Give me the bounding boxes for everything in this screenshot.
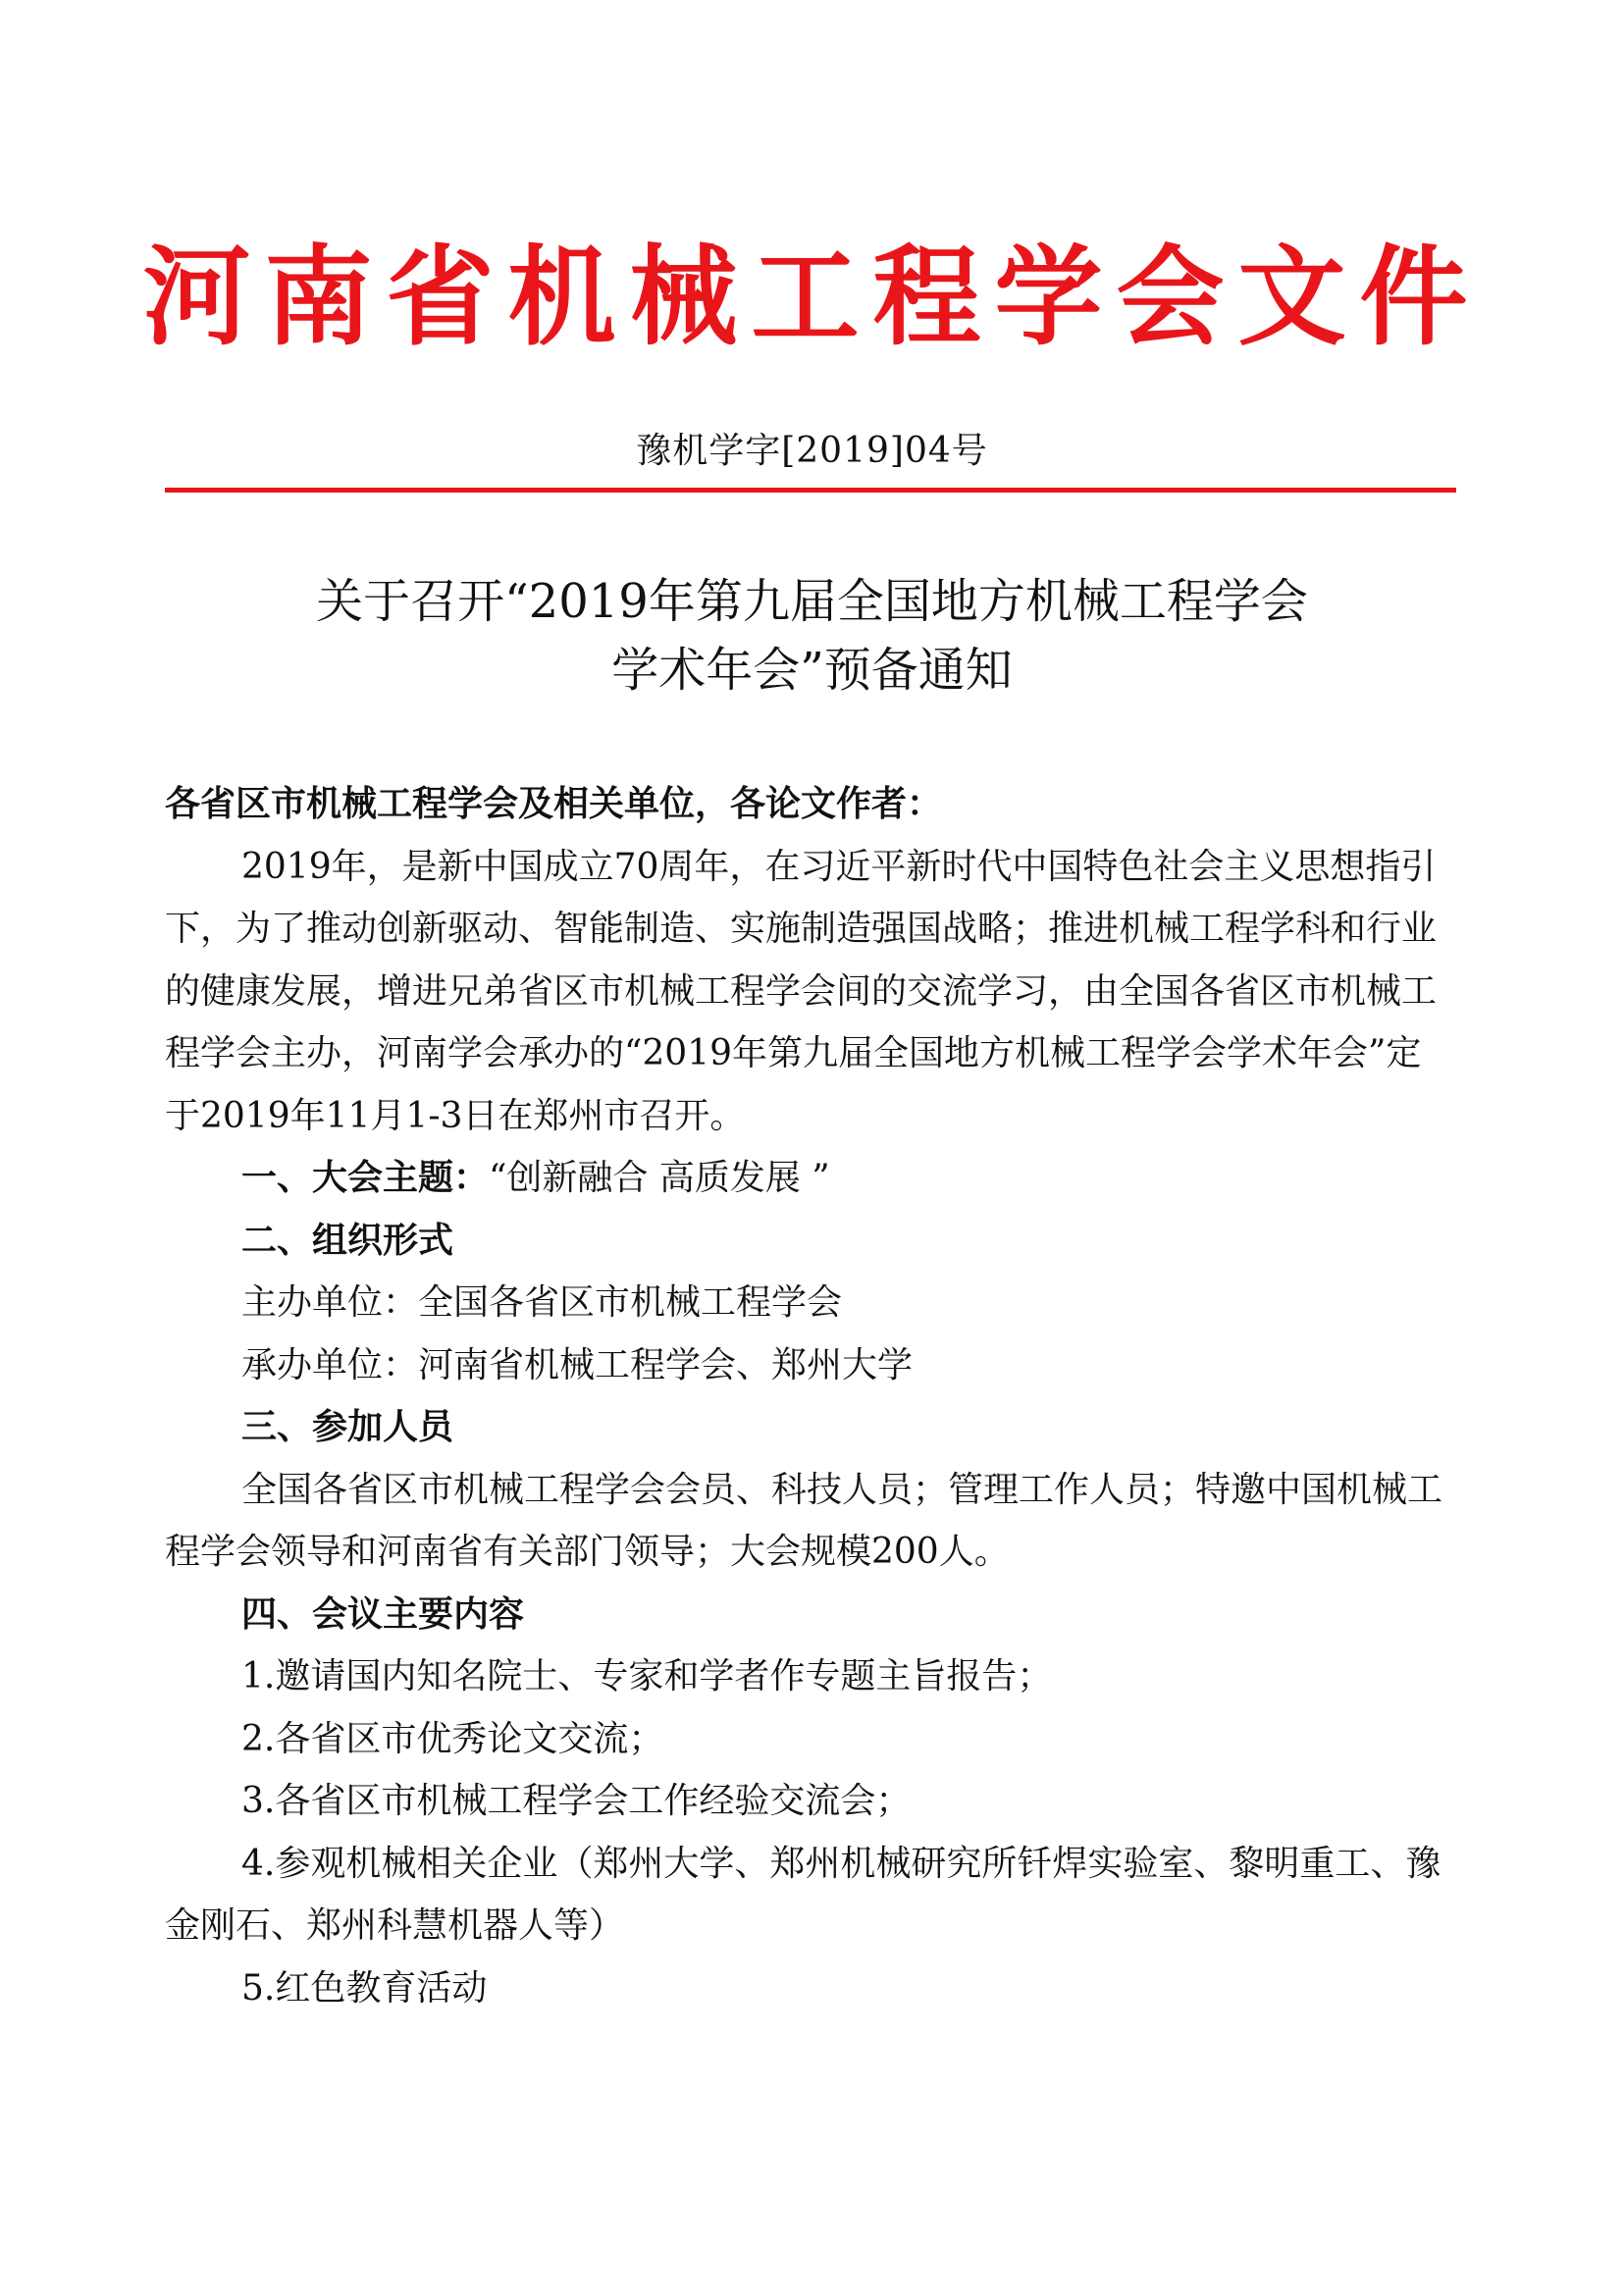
notice-title-line-1: 关于召开“2019年第九届全国地方机械工程学会 [316, 574, 1308, 629]
organization-organizer: 承办单位：河南省机械工程学会、郑州大学 [241, 1344, 914, 1385]
intro-paragraph: 2019年，是新中国成立70周年，在习近平新时代中国特色社会主义思想指引下，为了推动创新驱动、智能制造、实施制造强国战略；推进机械工程学科和行业的健康发展，增进兄弟省区市机械工程学会间的交流学习，由全国各省区市机械工程学会主办，河南学会承办的“2019年第九届全国地方机械工程学会学术年会”定于2019年11月1-3日在郑州市召开。 [165, 846, 1438, 1136]
content-item-2: 2.各省区市优秀论文交流； [241, 1718, 664, 1759]
organization-host: 主办单位：全国各省区市机械工程学会 [241, 1282, 843, 1323]
section-participants-heading: 三、参加人员 [241, 1407, 454, 1447]
section-theme-text: “创新融合 高质发展 ” [489, 1158, 830, 1198]
header-red-rule [165, 488, 1456, 493]
content-item-5: 5.红色教育活动 [241, 1967, 488, 2008]
content-item-1: 1.邀请国内知名院士、专家和学者作专题主旨报告； [241, 1656, 1053, 1696]
section-content-heading: 四、会议主要内容 [241, 1593, 525, 1635]
document-number: 豫机学字[2019]04号 [636, 431, 988, 471]
notice-body [165, 773, 1456, 2019]
section-organization-heading: 二、组织形式 [241, 1220, 454, 1261]
document-header-title: 河南省机械工程学会文件 [142, 235, 1482, 360]
participants-text: 全国各省区市机械工程学会会员、科技人员；管理工作人员；特邀中国机械工程学会领导和河南省有关部门领导；大会规模200人。 [165, 1469, 1443, 1572]
content-item-4: 4.参观机械相关企业（郑州大学、郑州机械研究所钎焊实验室、黎明重工、豫金刚石、郑州科慧机器人等） [165, 1843, 1441, 1946]
section-theme-heading: 一、大会主题： [241, 1158, 490, 1198]
salutation: 各省区市机械工程学会及相关单位，各论文作者： [165, 784, 943, 824]
content-item-3: 3.各省区市机械工程学会工作经验交流会； [241, 1781, 912, 1821]
notice-title-line-2: 学术年会”预备通知 [611, 643, 1013, 698]
section-theme [165, 1147, 1456, 1210]
